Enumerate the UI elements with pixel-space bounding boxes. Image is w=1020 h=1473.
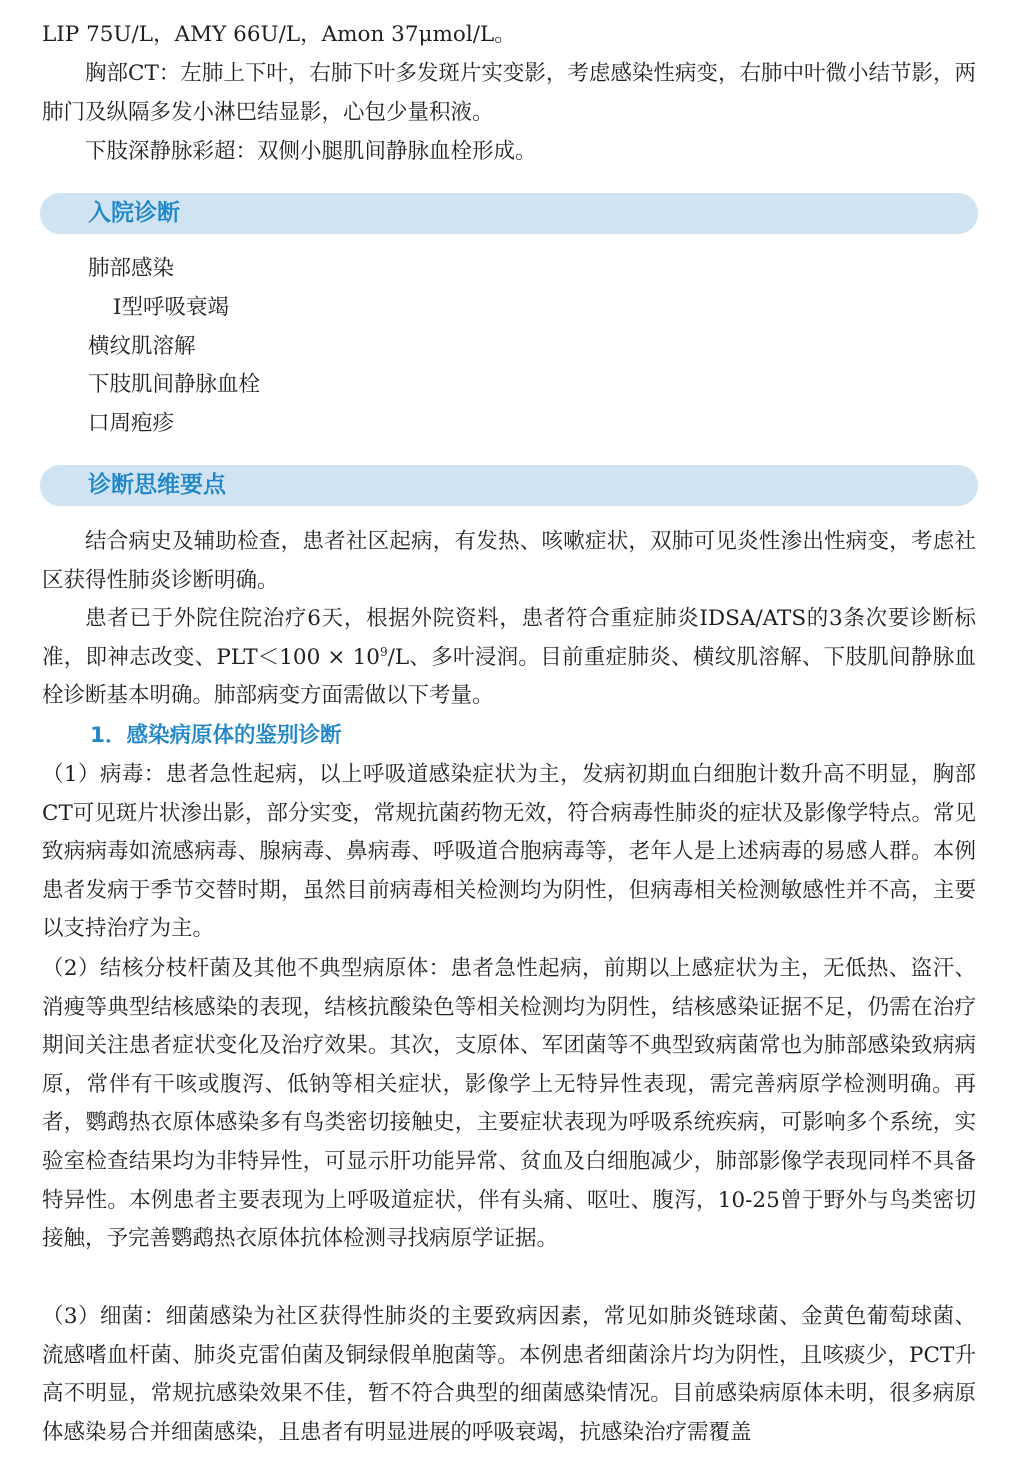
exponent: 9: [379, 644, 388, 659]
chest-ct-paragraph: 胸部CT：左肺上下叶，右肺下叶多发斑片实变影，考虑感染性病变，右肺中叶微小结节影，两肺门及纵隔多发小淋巴结显影，心包少量积液。: [42, 61, 976, 125]
diagnosis-item: 口周疱疹: [88, 411, 175, 436]
diagnostic-thinking-header: [40, 465, 978, 506]
virus-paragraph: （1）病毒：患者急性起病，以上呼吸道感染症状为主，发病初期血白细胞计数升高不明显，胸部CT可见斑片状渗出影，部分实变，常规抗菌药物无效，符合病毒性肺炎的症状及影像学特点。常见致病病毒如流感病毒、腺病毒、鼻病毒、呼吸道合胞病毒等，老年人是上述病毒的易感人群。本例患者发病于季节交替时期，虽然目前病毒相关检测均为阴性，但病毒相关检测敏感性并不高，主要以支持治疗为主。: [42, 762, 976, 942]
admission-diagnosis-header: [40, 193, 978, 234]
severe-pneumonia-paragraph: [42, 600, 976, 716]
diagnosis-item: 横纹肌溶解: [88, 334, 196, 359]
section-title: 入院诊断: [88, 200, 180, 226]
diagnosis-item: Ⅰ型呼吸衰竭: [113, 295, 229, 320]
summary-paragraph: 结合病史及辅助检查，患者社区起病，有发热、咳嗽症状，双肺可见炎性渗出性病变，考虑社区获得性肺炎诊断明确。: [42, 529, 976, 593]
section-title: 诊断思维要点: [88, 472, 226, 498]
tb-atypical-paragraph: （2）结核分枝杆菌及其他不典型病原体：患者急性起病，前期以上感症状为主，无低热、盗汗、消瘦等典型结核感染的表现，结核抗酸染色等相关检测均为阴性，结核感染证据不足，仍需在治疗期间关注患者症状变化及治疗效果。其次，支原体、军团菌等不典型致病菌常也为肺部感染致病病原，常伴有干咳或腹泻、低钠等相关症状，影像学上无特异性表现，需完善病原学检测明确。再者，鹦鹉热衣原体感染多有鸟类密切接触史，主要症状表现为呼吸系统疾病，可影响多个系统，实验室检查结果均为非特异性，可显示肝功能异常、贫血及白细胞减少，肺部影像学表现同样不具备特异性。本例患者主要表现为上呼吸道症状，伴有头痛、呕吐、腹泻，10-25曾于野外与鸟类密切接触，予完善鹦鹉热衣原体抗体检测寻找病原学证据。: [42, 956, 976, 1252]
bacteria-paragraph: （3）细菌：细菌感染为社区获得性肺炎的主要致病因素，常见如肺炎链球菌、金黄色葡萄球菌、流感嗜血杆菌、肺炎克雷伯菌及铜绿假单胞菌等。本例患者细菌涂片均为阴性，且咳痰少，PCT升高不明显，常规抗感染效果不佳，暂不符合典型的细菌感染情况。目前感染病原体未明，很多病原体感染易合并细菌感染，且患者有明显进展的呼吸衰竭，抗感染治疗需覆盖: [42, 1304, 976, 1445]
ultrasound-paragraph: 下肢深静脉彩超：双侧小腿肌间静脉血栓形成。: [85, 139, 537, 164]
diagnosis-item: 下肢肌间静脉血栓: [88, 372, 261, 397]
subsection-heading: 1．感染病原体的鉴别诊断: [90, 723, 342, 748]
paragraph-text: 患者已于外院住院治疗6天，根据外院资料，患者符合重症肺炎IDSA/ATS的3条次要诊断标准，即神志改变、PLT＜100 × 10: [42, 606, 976, 670]
paragraph-text: /L、多叶浸润。目前重症肺炎、横纹肌溶解、下肢肌间静脉血栓诊断基本明确。肺部病变方面需做以下考量。: [42, 644, 976, 709]
lab-results-line: LIP 75U/L，AMY 66U/L，Amon 37μmol/L。: [42, 22, 516, 47]
diagnosis-item: 肺部感染: [88, 256, 175, 281]
